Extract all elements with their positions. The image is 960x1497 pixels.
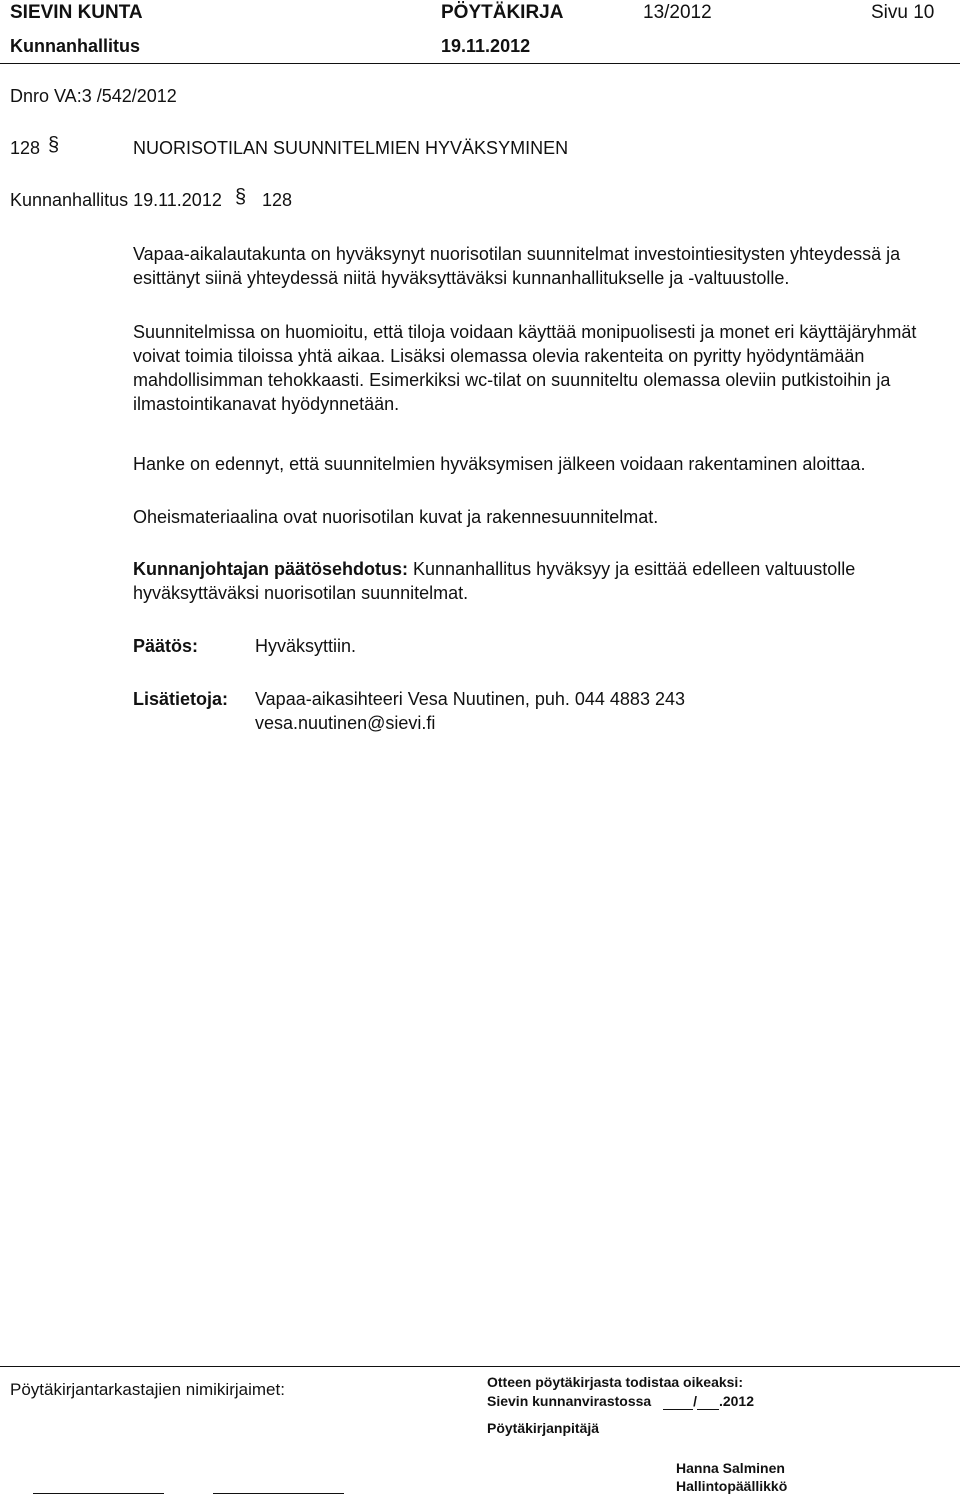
date-separator: / <box>693 1393 697 1409</box>
paragraph-2: Suunnitelmissa on huomioitu, että tiloja voidaan käyttää monipuolisesti ja monet eri käyttäjäryhmät voivat toimia tiloissa yhtä aikaa. Lisäksi olemassa olevia rakenteita on pyritty hyödyntämään mahdollisimman tehokkaasti. Esimerkiksi wc-tilat on suunniteltu olemassa oleviin putkistoihin ja ilmastointikanavat hyödynnetään. <box>133 322 917 414</box>
secretary-name: Hanna Salminen <box>676 1460 785 1476</box>
certified-place: Sievin kunnanvirastossa <box>487 1393 652 1409</box>
header-rule <box>0 63 960 64</box>
secretary-title: Hallintopäällikkö <box>676 1478 788 1494</box>
secretary-role: Pöytäkirjanpitäjä <box>487 1420 600 1436</box>
doc-type: PÖYTÄKIRJA <box>441 2 564 23</box>
initials-line-2 <box>213 1493 344 1494</box>
proposal-text: Kunnanhallitus hyväksyy ja esittää edelleen valtuustolle hyväksyttäväksi nuorisotilan suunnitelmat. <box>133 559 856 603</box>
initials-line-1 <box>33 1493 164 1494</box>
header-date: 19.11.2012 <box>441 36 531 56</box>
proposal-label: Kunnanjohtajan päätösehdotus: <box>133 559 409 579</box>
dnro: Dnro VA:3 /542/2012 <box>10 86 177 106</box>
page-number: Sivu 10 <box>871 2 935 23</box>
paragraph-1: Vapaa-aikalautakunta on hyväksynyt nuorisotilan suunnitelmat investointiesitysten yhteydessä ja esittänyt siinä yhteydessä niitä hyväksyttäväksi kunnanhallitukselle ja -valtuustolle. <box>133 244 901 288</box>
section-number: 128 <box>10 138 41 158</box>
info-contact: Vapaa-aikasihteeri Vesa Nuutinen, puh. 044 4883 243 <box>255 689 685 709</box>
section-symbol: § <box>48 134 60 156</box>
info-label: Lisätietoja: <box>133 689 229 709</box>
header-body: Kunnanhallitus <box>10 36 140 56</box>
checkers-label: Pöytäkirjantarkastajien nimikirjaimet: <box>10 1380 285 1399</box>
section-title: NUORISOTILAN SUUNNITELMIEN HYVÄKSYMINEN <box>133 138 569 158</box>
certified-place-line <box>487 1393 754 1410</box>
month-blank <box>697 1393 719 1410</box>
paragraph-4: Oheismateriaalina ovat nuorisotilan kuvat ja rakennesuunnitelmat. <box>133 507 659 527</box>
info-email: vesa.nuutinen@sievi.fi <box>255 713 436 733</box>
proposal <box>133 557 948 605</box>
meeting-ref-number: 128 <box>262 190 293 210</box>
day-blank <box>663 1393 693 1410</box>
meeting-ref-symbol: § <box>235 186 247 208</box>
meeting-ref-body-date: Kunnanhallitus 19.11.2012 <box>10 190 222 210</box>
decision-value: Hyväksyttiin. <box>255 636 357 656</box>
certified-label: Otteen pöytäkirjasta todistaa oikeaksi: <box>487 1374 743 1390</box>
paragraph-3: Hanke on edennyt, että suunnitelmien hyväksymisen jälkeen voidaan rakentaminen aloittaa. <box>133 454 866 474</box>
decision-label: Päätös: <box>133 636 199 656</box>
org-name: SIEVIN KUNTA <box>10 2 143 23</box>
certified-year: .2012 <box>718 1393 755 1409</box>
footer-rule <box>0 1366 960 1367</box>
doc-number: 13/2012 <box>643 2 712 23</box>
